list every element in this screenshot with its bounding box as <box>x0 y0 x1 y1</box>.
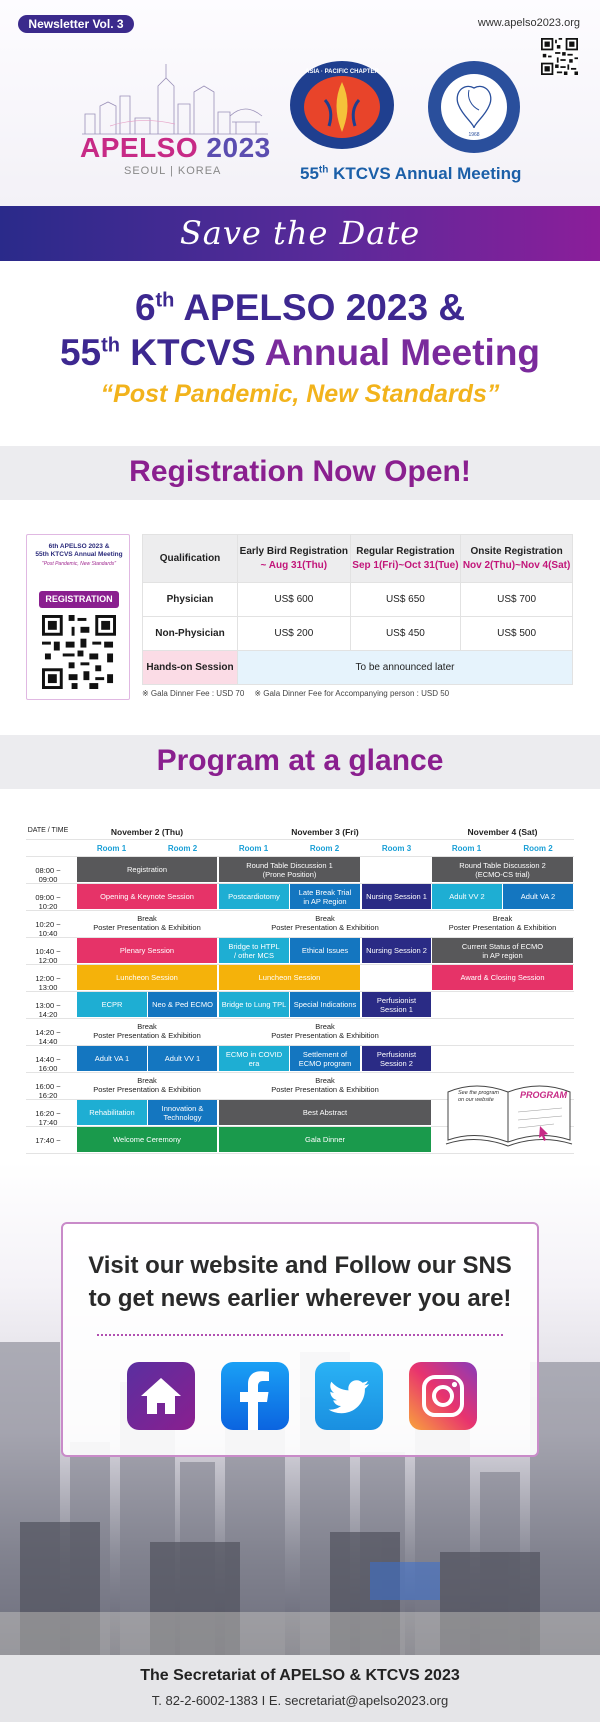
seoul-skyline-illustration <box>80 56 270 136</box>
fee-onsite: US$ 500 <box>461 617 573 651</box>
break-poster: Break Poster Presentation & Exhibition <box>271 1022 379 1040</box>
divider <box>26 1072 574 1073</box>
session-nursing-1[interactable]: Nursing Session 1 <box>362 884 431 909</box>
room-label: Room 2 <box>523 844 553 853</box>
twitter-icon[interactable] <box>315 1362 383 1430</box>
elso-asia-pacific-logo <box>289 60 395 150</box>
day-nov3: November 3 (Fri) <box>291 827 359 837</box>
break-poster: Break Poster Presentation & Exhibition <box>93 914 201 932</box>
program-book-link[interactable] <box>444 1076 574 1152</box>
footer-contact[interactable]: T. 82-2-6002-1383 I E. secretariat@apelso2023.org <box>151 1693 449 1708</box>
facebook-icon[interactable] <box>221 1362 289 1430</box>
session-bridge-htpl[interactable]: Bridge to HTPL / other MCS <box>219 938 289 963</box>
open-book-icon <box>444 1076 574 1152</box>
fee-qualification: Physician <box>143 583 238 617</box>
col-date-time: DATE / TIME <box>27 827 69 834</box>
session-round-table-1[interactable]: Round Table Discussion 1 (Prone Position) <box>219 857 360 882</box>
header <box>0 0 600 206</box>
fee-hands-on-label: Hands-on Session <box>143 651 238 685</box>
book-caption: See the program on our website <box>458 1090 499 1103</box>
time-slot: 13:00 ~ 14:20 <box>35 1001 61 1019</box>
ktcvs-meeting-title: 55th KTCVS Annual Meeting <box>300 164 522 183</box>
table-row <box>143 583 573 617</box>
sns-section <box>0 1162 600 1655</box>
save-the-date-banner <box>0 206 600 261</box>
day-nov4: November 4 (Sat) <box>467 827 538 837</box>
sns-line-2: to get news earlier wherever you are! <box>88 1285 512 1312</box>
session-adult-va-2[interactable]: Adult VA 2 <box>503 884 573 909</box>
break-poster: Break Poster Presentation & Exhibition <box>271 1076 379 1094</box>
break-poster: Break Poster Presentation & Exhibition <box>448 914 557 932</box>
session-ecpr[interactable]: ECPR <box>77 992 147 1017</box>
session-late-break-trial[interactable]: Late Break Trial in AP Region <box>290 884 360 909</box>
time-slot: 17:40 ~ <box>35 1136 61 1145</box>
day-nov2: November 2 (Thu) <box>110 827 184 837</box>
fee-hands-on-value: To be announced later <box>238 651 573 685</box>
room-label: Room 1 <box>238 844 269 853</box>
divider <box>26 1153 574 1154</box>
time-slot: 14:20 ~ 14:40 <box>35 1028 61 1046</box>
col-regular: Regular Registration Sep 1(Fri)~Oct 31(Tue) <box>350 535 460 583</box>
apelso-logo-text: APELSO 2023 <box>80 132 271 163</box>
meeting-tagline: “Post Pandemic, New Standards” <box>100 380 500 408</box>
session-special-indications[interactable]: Special Indications <box>290 992 360 1017</box>
time-slot: 08:00 ~ 09:00 <box>35 866 61 884</box>
meeting-title-line-1: 6th APELSO 2023 & <box>134 287 466 328</box>
session-perfusionist-2[interactable]: Perfusionist Session 2 <box>362 1046 431 1071</box>
session-adult-va-1[interactable]: Adult VA 1 <box>77 1046 147 1071</box>
website-link[interactable]: www.apelso2023.org <box>477 17 580 29</box>
time-slot: 14:40 ~ 16:00 <box>35 1055 61 1073</box>
room-label: Room 3 <box>381 844 412 853</box>
ktcvs-society-seal <box>427 60 521 154</box>
program-heading: Program at a glance <box>156 744 444 777</box>
registration-fee-table <box>142 534 573 685</box>
col-onsite: Onsite Registration Nov 2(Thu)~Nov 4(Sat) <box>461 535 573 583</box>
session-adult-vv-2[interactable]: Adult VV 2 <box>432 884 502 909</box>
session-registration[interactable]: Registration <box>77 857 217 882</box>
svg-text:ASIA · PACIFIC CHAPTER: ASIA · PACIFIC CHAPTER <box>305 69 379 75</box>
session-nursing-2[interactable]: Nursing Session 2 <box>362 938 431 963</box>
time-slot: 10:20 ~ 10:40 <box>35 920 61 938</box>
time-slot: 16:00 ~ 16:20 <box>35 1082 61 1100</box>
dotted-divider <box>97 1334 503 1336</box>
meeting-title-line-2: 55th KTCVS Annual Meeting <box>59 332 541 373</box>
break-poster: Break Poster Presentation & Exhibition <box>93 1022 201 1040</box>
registration-heading: Registration Now Open! <box>129 455 471 488</box>
divider <box>26 839 574 840</box>
session-opening-keynote[interactable]: Opening & Keynote Session <box>77 884 217 909</box>
divider <box>26 910 574 911</box>
session-rehabilitation[interactable]: Rehabilitation <box>77 1100 147 1125</box>
registration-qr-code-icon[interactable] <box>42 615 116 689</box>
col-early-bird: Early Bird Registration ~ Aug 31(Thu) <box>238 535 351 583</box>
fee-onsite: US$ 700 <box>461 583 573 617</box>
session-settlement-ecmo[interactable]: Settlement of ECMO program <box>290 1046 360 1071</box>
session-best-abstract[interactable]: Best Abstract <box>219 1100 431 1125</box>
divider <box>26 1018 574 1019</box>
session-gala-dinner[interactable]: Gala Dinner <box>219 1127 431 1152</box>
fee-early: US$ 200 <box>238 617 351 651</box>
registration-card-subtitle: "Post Pandemic, New Standards" <box>41 561 117 567</box>
fee-regular: US$ 450 <box>350 617 460 651</box>
instagram-icon[interactable] <box>409 1362 477 1430</box>
newsletter-badge: Newsletter Vol. 3 <box>18 15 134 33</box>
session-ethical-issues[interactable]: Ethical Issues <box>290 938 360 963</box>
col-qualification: Qualification <box>143 535 238 583</box>
session-plenary[interactable]: Plenary Session <box>77 938 217 963</box>
session-innovation[interactable]: Innovation & Technology <box>148 1100 217 1125</box>
time-slot: 09:00 ~ 10:20 <box>35 893 61 911</box>
time-slot: 10:40 ~ 12:00 <box>35 947 61 965</box>
registration-card-title: 6th APELSO 2023 & 55th KTCVS Annual Meeting <box>35 543 123 558</box>
session-ecmo-ap-region[interactable]: Current Status of ECMO in AP region <box>432 938 573 963</box>
session-bridge-lung-tpl[interactable]: Bridge to Lung TPL <box>219 992 289 1017</box>
session-perfusionist-1[interactable]: Perfusionist Session 1 <box>362 992 431 1017</box>
session-luncheon[interactable]: Luncheon Session <box>77 965 217 990</box>
table-row <box>143 617 573 651</box>
room-label: Room 2 <box>167 844 198 853</box>
fee-early: US$ 600 <box>238 583 351 617</box>
sns-card <box>61 1222 539 1457</box>
room-label: Room 1 <box>96 844 127 853</box>
session-round-table-2[interactable]: Round Table Discussion 2 (ECMO-CS trial) <box>432 857 573 882</box>
qr-code-icon[interactable] <box>541 38 578 75</box>
time-slot: 16:20 ~ 17:40 <box>35 1109 61 1127</box>
room-label: Room 2 <box>309 844 340 853</box>
apelso-logo-city: SEOUL | KOREA <box>124 165 222 177</box>
table-row-hands-on <box>143 651 573 685</box>
svg-text:1968: 1968 <box>468 132 480 138</box>
session-adult-vv-1[interactable]: Adult VV 1 <box>148 1046 217 1071</box>
session-award-closing[interactable]: Award & Closing Session <box>432 965 573 990</box>
fee-qualification: Non-Physician <box>143 617 238 651</box>
time-slot: 12:00 ~ 13:00 <box>35 974 61 992</box>
sns-line-1: Visit our website and Follow our SNS <box>88 1252 512 1279</box>
home-icon[interactable] <box>127 1362 195 1430</box>
session-luncheon[interactable]: Luncheon Session <box>219 965 360 990</box>
program-grid <box>26 822 574 1162</box>
session-neo-ped-ecmo[interactable]: Neo & Ped ECMO <box>148 992 217 1017</box>
break-poster: Break Poster Presentation & Exhibition <box>271 914 379 932</box>
book-label: PROGRAM <box>520 1090 567 1100</box>
save-the-date-text: Save the Date <box>179 214 421 252</box>
fee-regular: US$ 650 <box>350 583 460 617</box>
fee-notes: ※ Gala Dinner Fee : USD 70 ※ Gala Dinner Fee for Accompanying person : USD 50 <box>142 689 450 698</box>
footer <box>0 1655 600 1722</box>
session-ecmo-covid[interactable]: ECMO in COVID era <box>219 1046 289 1071</box>
break-poster: Break Poster Presentation & Exhibition <box>93 1076 201 1094</box>
session-postcardiotomy[interactable]: Postcardiotomy <box>219 884 289 909</box>
session-welcome-ceremony[interactable]: Welcome Ceremony <box>77 1127 217 1152</box>
room-label: Room 1 <box>451 844 482 853</box>
footer-title: The Secretariat of APELSO & KTCVS 2023 <box>140 1667 460 1684</box>
fee-table-header-row <box>143 535 573 583</box>
registration-card[interactable] <box>26 534 130 700</box>
registration-button[interactable]: REGISTRATION <box>39 591 119 608</box>
